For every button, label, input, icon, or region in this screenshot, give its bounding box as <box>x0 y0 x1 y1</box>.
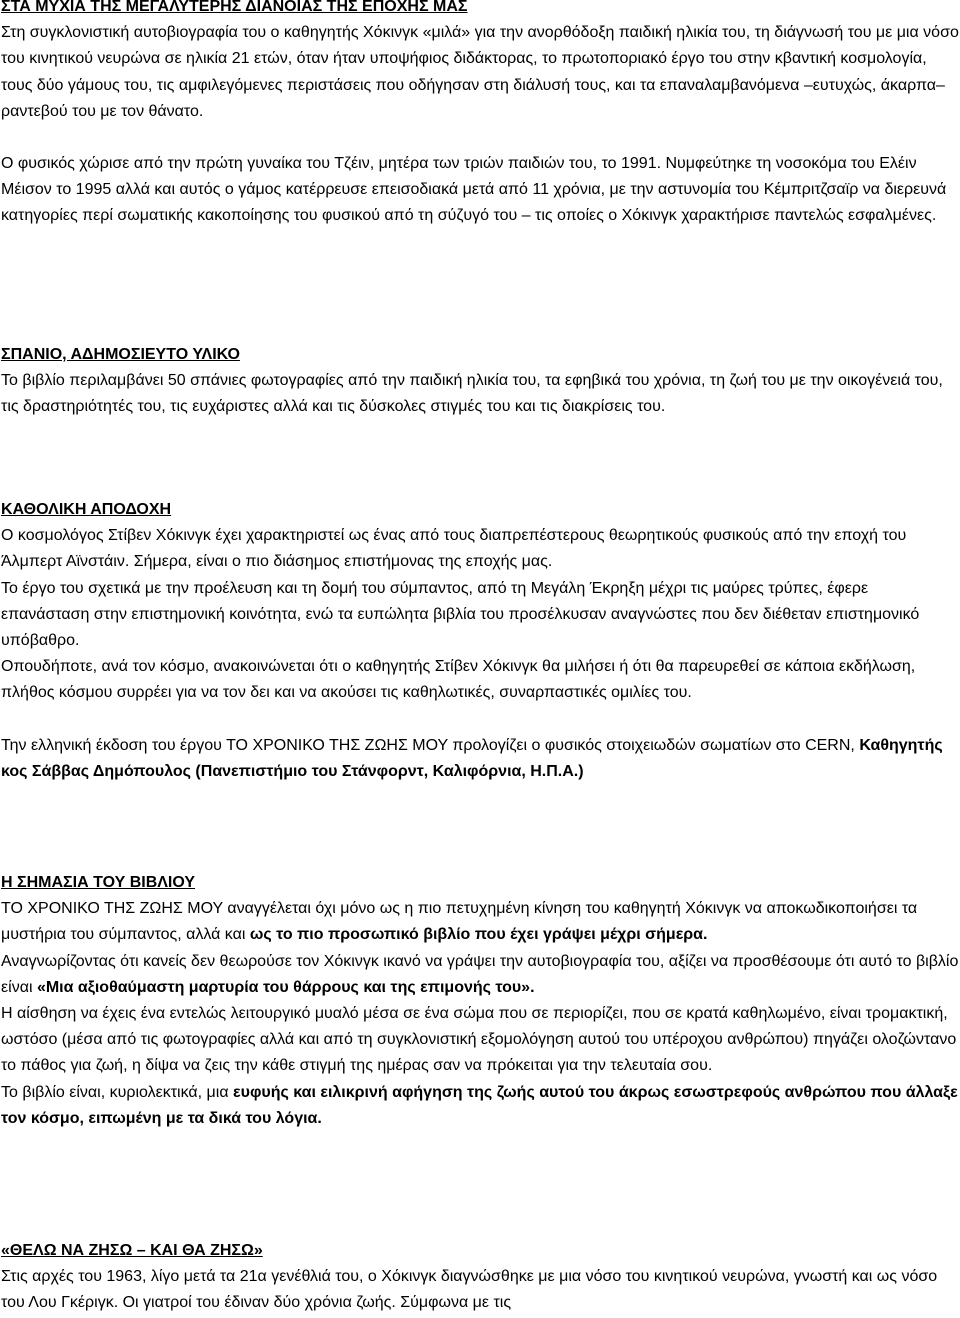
paragraph <box>1 896 959 948</box>
section-rare-material <box>1 342 959 421</box>
paragraph-text: Το βιβλίο είναι, κυριολεκτικά, μια <box>1 1083 234 1101</box>
section-heading: ΣΠΑΝΙΟ, ΑΔΗΜΟΣΙΕΥΤΟ ΥΛΙΚΟ <box>1 346 240 363</box>
section-heading: ΣΤΑ ΜΥΧΙΑ ΤΗΣ ΜΕΓΑΛΥΤΕΡΗΣ ΔΙΑΝΟΙΑΣ ΤΗΣ ΕΠΟΧΗΣ ΜΑΣ <box>1 0 468 15</box>
section-early-life <box>1 0 959 230</box>
paragraph <box>1 733 959 785</box>
section-universal-acceptance <box>1 497 959 785</box>
paragraph: Στις αρχές του 1963, λίγο μετά τα 21α γενέθλιά του, ο Χόκινγκ διαγνώσθηκε με μια νόσο του κινητικού νευρώνα, γνωστή και ως νόσο του Λου Γκέριγκ. Οι γιατροί του έδιναν δύο χρόνια ζωής. Σύμφωνα με τις <box>1 1268 938 1312</box>
paragraph <box>1 1080 959 1132</box>
paragraph: Το βιβλίο περιλαμβάνει 50 σπάνιες φωτογραφίες από την παιδική ηλικία του, τα εφηβικά του χρόνια, τη ζωή του με την οικογένειά του, τις δραστηριότητές του, τις ευχάριστες αλλά και τις δύσκολες στιγμές του και τις διακρίσεις του. <box>1 372 943 416</box>
paragraph: Ο κοσμολόγος Στίβεν Χόκινγκ έχει χαρακτηριστεί ως ένας από τους διαπρεπέστερους θεωρητικούς φυσικούς από την εποχή του Άλμπερτ Αϊνστάιν. Σήμερα, είναι ο πιο διάσημος επιστήμονας της εποχής μας. <box>1 527 907 571</box>
paragraph <box>1 949 959 1001</box>
paragraph-bold-text: Καθηγητής κος Σάββας Δημόπουλος (Πανεπιστήμιο του Στάνφορντ, Καλιφόρνια, Η.Π.Α.) <box>1 736 943 780</box>
paragraph: Οπουδήποτε, ανά τον κόσμο, ανακοινώνεται ότι ο καθηγητής Στίβεν Χόκινγκ θα μιλήσει ή ότι θα παρευρεθεί σε κάποια εκδήλωση, πλήθος κόσμου συρρέει για να τον δει και να ακούσει τις καθηλωτικές, συναρπαστικές ομιλίες του. <box>1 658 916 702</box>
section-heading: Η ΣΗΜΑΣΙΑ ΤΟΥ ΒΙΒΛΙΟΥ <box>1 874 196 891</box>
paragraph-text: ΤΟ ΧΡΟΝΙΚΟ ΤΗΣ ΖΩΗΣ ΜΟΥ αναγγέλεται όχι μόνο ως η πιο πετυχημένη κίνηση του καθηγητή Χόκινγκ να αποκωδικοποιήσει τα μυστήρια του σύμπαντος, αλλά και <box>1 900 918 944</box>
paragraph-bold-text: ως το πιο προσωπικό βιβλίο που έχει γράψει μέχρι σήμερα. <box>249 926 708 944</box>
section-heading: ΚΑΘΟΛΙΚΗ ΑΠΟΔΟΧΗ <box>1 501 172 518</box>
section-want-to-live <box>1 1238 959 1317</box>
paragraph: Ο φυσικός χώρισε από την πρώτη γυναίκα του Τζέιν, μητέρα των τριών παιδιών του, το 1991. Νυμφεύτηκε τη νοσοκόμα του Ελέιν Μέισον το 1995 αλλά και αυτός ο γάμος κατέρρευσε επεισοδιακά μετά από 11 χρόνια, με την αστυνομία του Κέμπριτζσαϊρ να διερευνά κατηγορίες περί σωματικής κακοποίησης του φυσικού από τη σύζυγό του – τις οποίες ο Χόκινγκ χαρακτήρισε παντελώς εσφαλμένες. <box>1 155 947 225</box>
paragraph-bold-text: ευφυής και ειλικρινή αφήγηση της ζωής αυτού του άκρως εσωστρεφούς ανθρώπου που άλλαξε τον κόσμο, ειπωμένη με τα δικά του λόγια. <box>1 1083 958 1127</box>
paragraph: Η αίσθηση να έχεις ένα εντελώς λειτουργικό μυαλό μέσα σε ένα σώμα που σε περιορίζει, που σε κρατά καθηλωμένο, είναι τρομακτική, ωστόσο (μέσα από τις φωτογραφίες αλλά και από τη συγκλονιστική εξομολόγηση αυτού του υπέροχου ανθρώπου) πηγάζει ολοζώντανο το πάθος για ζωή, η δίψα να ζεις την κάθε στιγμή της ημέρας σαν να πρόκειται για την τελευταία σου. <box>1 1005 957 1075</box>
paragraph-text: Αναγνωρίζοντας ότι κανείς δεν θεωρούσε τον Χόκινγκ ικανό να γράψει την αυτοβιογραφία του, αξίζει να προσθέσουμε ότι αυτό το βιβλίο είναι <box>1 952 959 996</box>
paragraph: Στη συγκλονιστική αυτοβιογραφία του ο καθηγητής Χόκινγκ «μιλά» για την ανορθόδοξη παιδική ηλικία του, τη διάγνωσή του με μια νόσο του κινητικού νευρώνα σε ηλικία 21 ετών, όταν ήταν υποψήφιος διδάκτορας, το πρωτοποριακό έργο του στην κβαντική κοσμολογία, τους δύο γάμους του, τις αμφιλεγόμενες περιστάσεις που οδήγησαν στη διάλυσή τους, και τα επαναλαμβανόμενα –ευτυχώς, άκαρπα– ραντεβού του με τον θάνατο. <box>1 24 959 120</box>
paragraph-bold-text: «Μια αξιοθαύμαστη μαρτυρία του θάρρους και της επιμονής του». <box>36 978 535 996</box>
section-heading: «ΘΕΛΩ ΝΑ ΖΗΣΩ – ΚΑΙ ΘΑ ΖΗΣΩ» <box>1 1242 263 1259</box>
paragraph: Το έργο του σχετικά με την προέλευση και τη δομή του σύμπαντος, από τη Μεγάλη Έκρηξη μέχρι τις μαύρες τρύπες, έφερε επανάσταση στην επιστημονική κοινότητα, ενώ τα ευπώλητα βιβλία του προσέλκυσαν αναγνώστες που δεν διέθεταν επιστημονικό υπόβαθρο. <box>1 579 920 650</box>
paragraph-text: Την ελληνική έκδοση του έργου ΤΟ ΧΡΟΝΙΚΟ ΤΗΣ ΖΩΗΣ ΜΟΥ προλογίζει ο φυσικός στοιχειωδών σωματίων στο CERN, <box>1 736 860 754</box>
section-book-significance <box>1 870 959 1132</box>
